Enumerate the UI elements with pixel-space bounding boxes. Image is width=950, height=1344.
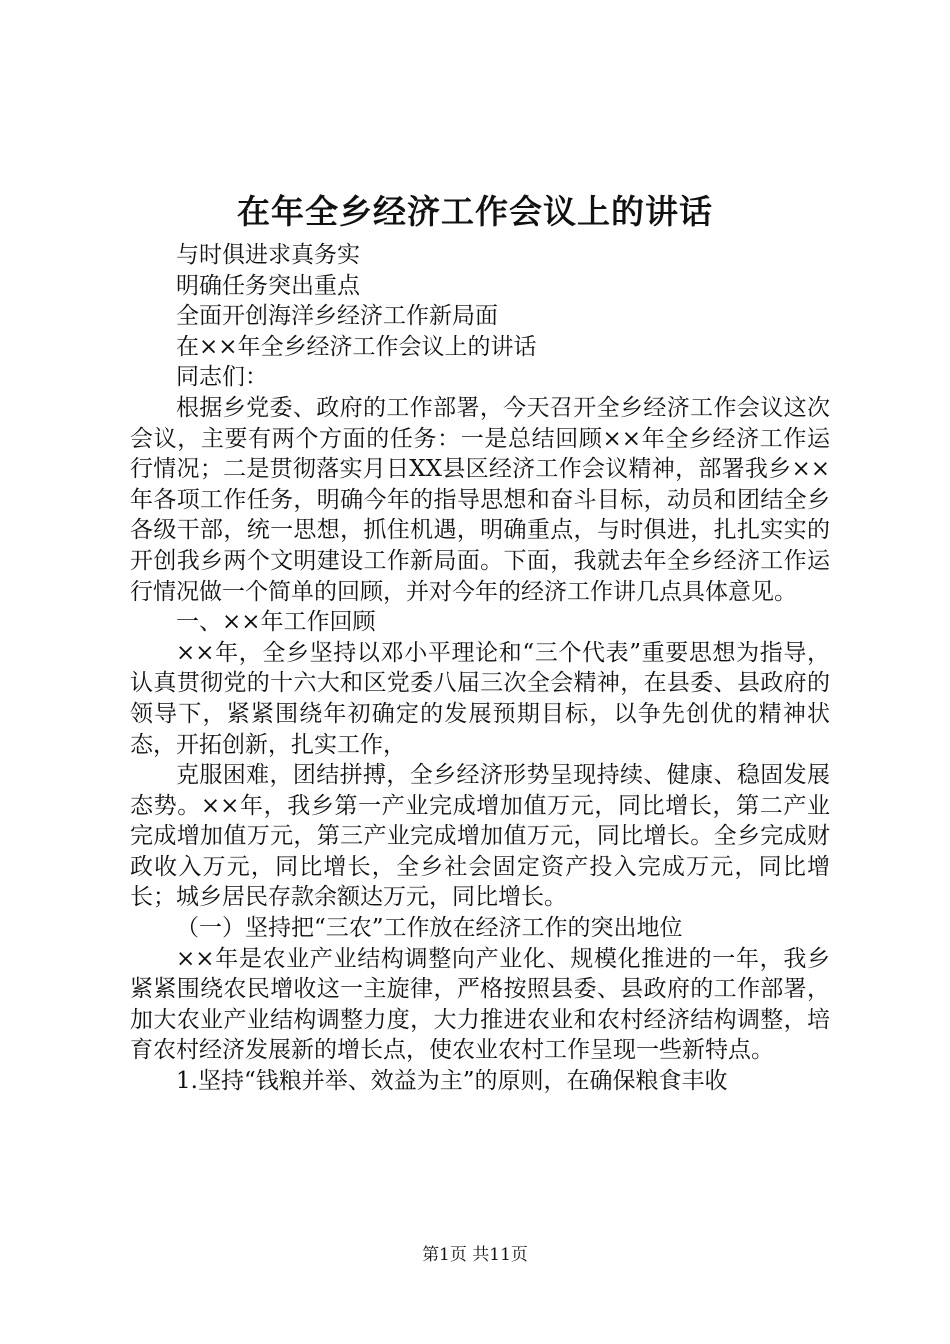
subsection-heading-1: （一）坚持把“三农”工作放在经济工作的突出地位 — [176, 915, 683, 942]
list-item-1: 1.坚持“钱粮并举、效益为主”的原则，在确保粮食丰收 — [176, 1068, 728, 1095]
paragraph-intro: 根据乡党委、政府的工作部署，今天召开全乡经济工作会议这次会议，主要有两个方面的任务：一是总结回顾××年全乡经济工作运行情况；二是贯彻落实月日XX县区经济工作会议精神，部署我乡××年各项工作任务，明确今年的指导思想和奋斗目标，动员和团结全乡各级干部，统一思想，抓住机遇，明确重点，与时俱进，扎扎实实的开创我乡两个文明建设工作新局面。下面，我就去年全乡经济工作运行情况做一个简单的回顾，并对今年的经济工作讲几点具体意见。 — [130, 394, 830, 605]
paragraph-review: ××年，全乡坚持以邓小平理论和“三个代表”重要思想为指导，认真贯彻党的十六大和区党委八届三次全会精神，在县委、县政府的领导下，紧紧围绕年初确定的发展预期目标，以争先创优的精神状态，开拓创新，扎实工作， — [130, 639, 830, 758]
paragraph-economy: 克服困难，团结拼搏，全乡经济形势呈现持续、健康、稳固发展态势。××年，我乡第一产业完成增加值万元，同比增长，第二产业完成增加值万元，第三产业完成增加值万元，同比增长。全乡完成财政收入万元，同比增长，全乡社会固定资产投入完成万元，同比增长；城乡居民存款余额达万元，同比增长。 — [130, 762, 830, 911]
page-number-footer: 第1页 共11页 — [422, 1245, 528, 1265]
salutation: 同志们： — [176, 364, 268, 391]
subtitle-line-3: 全面开创海洋乡经济工作新局面 — [176, 303, 498, 330]
paragraph-agriculture: ××年是农业产业结构调整向产业化、规模化推进的一年，我乡紧紧围绕农民增收这一主旋律，严格按照县委、县政府的工作部署，加大农业产业结构调整力度，大力推进农业和农村经济结构调整，培育农村经济发展新的增长点，使农业农村工作呈现一些新特点。 — [130, 945, 830, 1064]
subtitle-line-2: 明确任务突出重点 — [176, 272, 360, 299]
section-heading-1: 一、××年工作回顾 — [176, 609, 376, 636]
subtitle-line-4: 在××年全乡经济工作会议上的讲话 — [176, 333, 537, 360]
document-title: 在年全乡经济工作会议上的讲话 — [237, 192, 713, 231]
subtitle-line-1: 与时俱进求真务实 — [176, 242, 360, 268]
document-body — [130, 240, 830, 1097]
